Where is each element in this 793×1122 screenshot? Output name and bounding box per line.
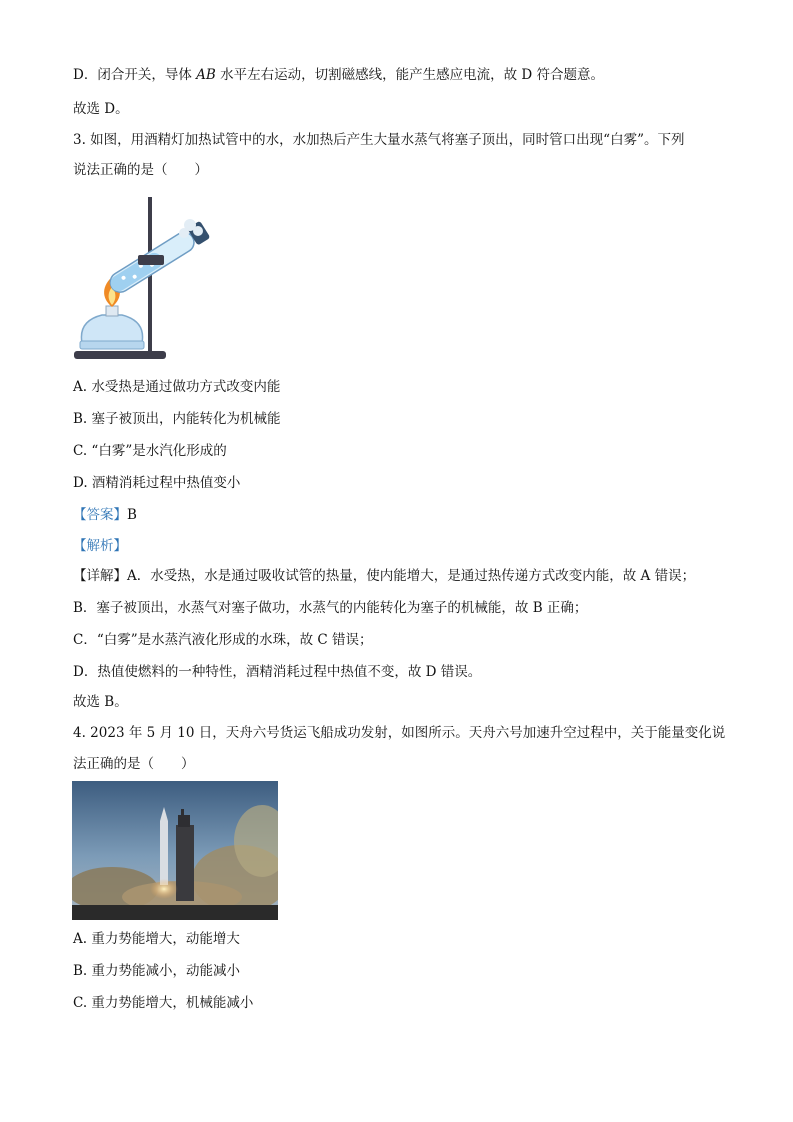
alcohol-lamp-neck bbox=[106, 306, 118, 316]
detail-a: A．水受热，水是通过吸收试管的热量，使内能增大，是通过热传递方式改变内能，故 A 错误； bbox=[127, 568, 696, 584]
prev-d-suffix: 水平左右运动，切割磁感线，能产生感应电流，故 D 符合题意。 bbox=[215, 67, 604, 83]
q3-stem-line2: 说法正确的是（ ） bbox=[73, 162, 208, 178]
exhaust-flame bbox=[150, 879, 178, 899]
prev-option-d-explanation bbox=[73, 67, 604, 83]
q3-option-b: B. 塞子被顶出，内能转化为机械能 bbox=[73, 411, 281, 427]
clamp bbox=[138, 255, 164, 265]
answer-value: B bbox=[127, 507, 137, 523]
detail-label: 【详解】 bbox=[73, 568, 127, 584]
q3-option-d: D. 酒精消耗过程中热值变小 bbox=[73, 475, 241, 491]
q3-detail-b: B．塞子被顶出，水蒸气对塞子做功，水蒸气的内能转化为塞子的机械能，故 B 正确； bbox=[73, 600, 588, 616]
rocket bbox=[160, 821, 168, 885]
q3-answer bbox=[73, 507, 137, 523]
q4-stem-line1: 4. 2023 年 5 月 10 日，天舟六号货运飞船成功发射，如图所示。天舟六号加速升空过程中，关于能量变化说 bbox=[73, 725, 726, 741]
alcohol-lamp-base bbox=[80, 341, 144, 349]
q3-option-a: A. 水受热是通过做功方式改变内能 bbox=[73, 379, 281, 395]
rocket-launch-photo bbox=[72, 781, 278, 920]
analysis-label: 【解析】 bbox=[73, 538, 127, 554]
q3-detail-d: D．热值使燃料的一种特性，酒精消耗过程中热值不变，故 D 错误。 bbox=[73, 664, 482, 680]
q4-stem-line2: 法正确的是（ ） bbox=[73, 756, 195, 772]
q3-option-c: C. “白雾”是水汽化形成的 bbox=[73, 443, 227, 459]
alcohol-lamp-test-tube-figure bbox=[72, 193, 222, 363]
prev-d-ab: AB bbox=[196, 67, 216, 83]
q3-stem-line1: 3. 如图，用酒精灯加热试管中的水，水加热后产生大量水蒸气将塞子顶出，同时管口出现“白雾”。下列 bbox=[73, 132, 685, 148]
prev-choice: 故选 D。 bbox=[73, 101, 129, 117]
q4-option-c: C. 重力势能增大，机械能减小 bbox=[73, 995, 254, 1011]
alcohol-lamp-body bbox=[81, 315, 142, 343]
q4-option-a: A. 重力势能增大，动能增大 bbox=[73, 931, 240, 947]
q3-choice: 故选 B。 bbox=[73, 694, 128, 710]
q4-option-b: B. 重力势能减小，动能减小 bbox=[73, 963, 241, 979]
q3-detail-c: C．“白雾”是水蒸汽液化形成的水珠，故 C 错误； bbox=[73, 632, 373, 648]
prev-d-prefix: D．闭合开关，导体 bbox=[73, 67, 197, 83]
q3-detail-line1 bbox=[73, 568, 695, 584]
launch-tower bbox=[176, 825, 194, 901]
answer-label: 【答案】 bbox=[73, 507, 127, 523]
stand-base bbox=[74, 351, 166, 359]
